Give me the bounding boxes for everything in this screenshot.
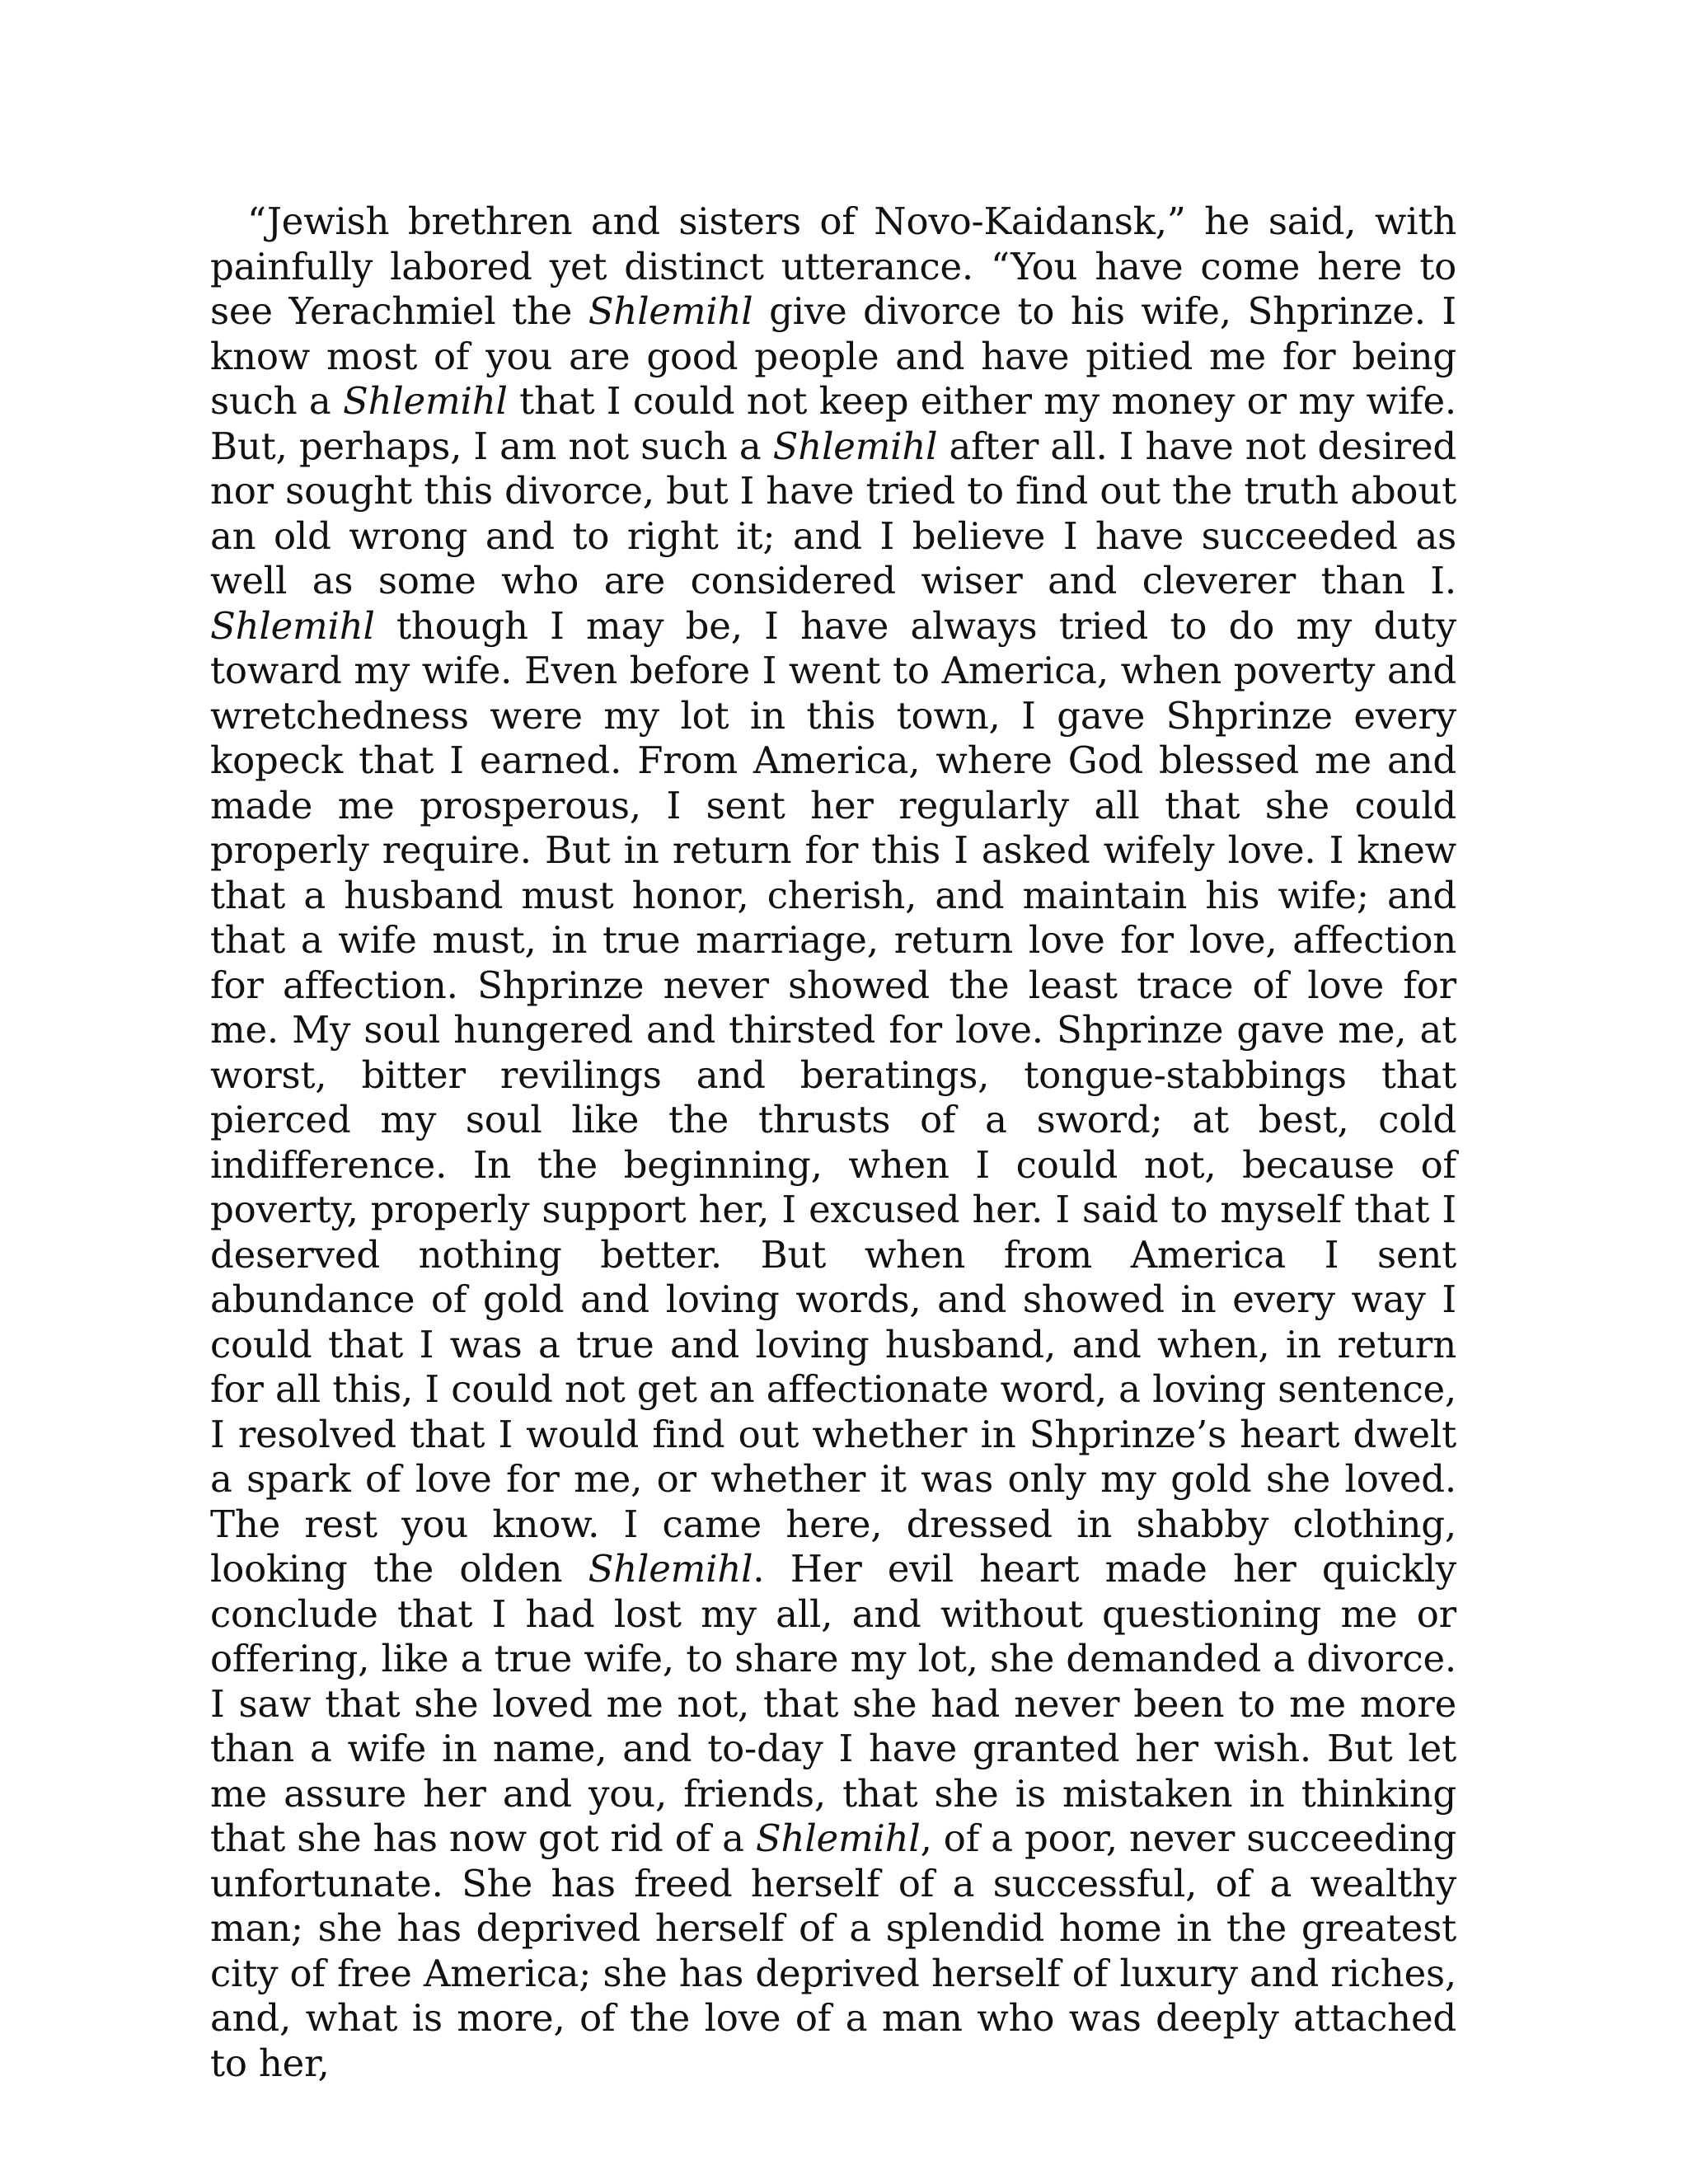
body-paragraph <box>210 199 1456 2086</box>
italic-term: Shlemihl <box>588 1547 753 1591</box>
italic-term: Shlemihl <box>772 424 938 468</box>
text-segment: “Jewish brethren and sisters of Novo-Kaidansk,” he said, with painfully labored yet distinct utterance. “You have come here to see Yerachmiel the <box>210 199 1456 333</box>
text-segment: that I could not keep either my money or my wife. But, perhaps, I am not such a <box>210 379 1457 468</box>
italic-term: Shlemihl <box>210 603 375 648</box>
italic-term: Shlemihl <box>343 379 508 423</box>
italic-term: Shlemihl <box>755 1816 921 1860</box>
text-segment: , of a poor, never succeeding unfortunate. She has freed herself of a successful, of a wealthy man; she has deprived herself of a splendid home in the greatest city of free America; she has deprived herself of luxury and riches, and, what is more, of the love of a man who was deeply attached to her, <box>210 1816 1456 2085</box>
italic-term: Shlemihl <box>588 289 753 333</box>
text-segment: after all. I have not desired nor sought this divorce, but I have tried to find out the truth about an old wrong and to right it; and I believe I have succeeded as well as some who are considered wiser and cleverer than I. <box>210 424 1456 602</box>
text-segment: give divorce to his wife, Shprinze. I know most of you are good people and have pitied me for being such a <box>210 289 1457 423</box>
text-segment: though I may be, I have always tried to do my duty toward my wife. Even before I went to America, when poverty and wretchedness were my lot in this town, I gave Shprinze every kopeck that I earned. From America, where God blessed me and made me prosperous, I sent her regularly all that she could properly require. But in return for this I asked wifely love. I knew that a husband must honor, cherish, and maintain his wife; and that a wife must, in true marriage, return love for love, affection for affection. Shprinze never showed the least trace of love for me. My soul hungered and thirsted for love. Shprinze gave me, at worst, bitter revilings and beratings, tongue-stabbings that pierced my soul like the thrusts of a sword; at best, cold indifference. In the beginning, when I could not, because of poverty, properly support her, I excused her. I said to myself that I deserved nothing better. But when from America I sent abundance of gold and loving words, and showed in every way I could that I was a true and loving husband, and when, in return for all this, I could not get an affectionate word, a loving sentence, I resolved that I would find out whether in Shprinze’s heart dwelt a spark of love for me, or whether it was only my gold she loved. The rest you know. I came here, dressed in shabby clothing, looking the olden <box>210 603 1456 1591</box>
text-segment: . Her evil heart made her quickly conclude that I had lost my all, and without questioning me or offering, like a true wife, to share my lot, she demanded a divorce. I saw that she loved me not, that she had never been to me more than a wife in name, and to-day I have granted her wish. But let me assure her and you, friends, that she is mistaken in thinking that she has now got rid of a <box>210 1547 1456 1860</box>
